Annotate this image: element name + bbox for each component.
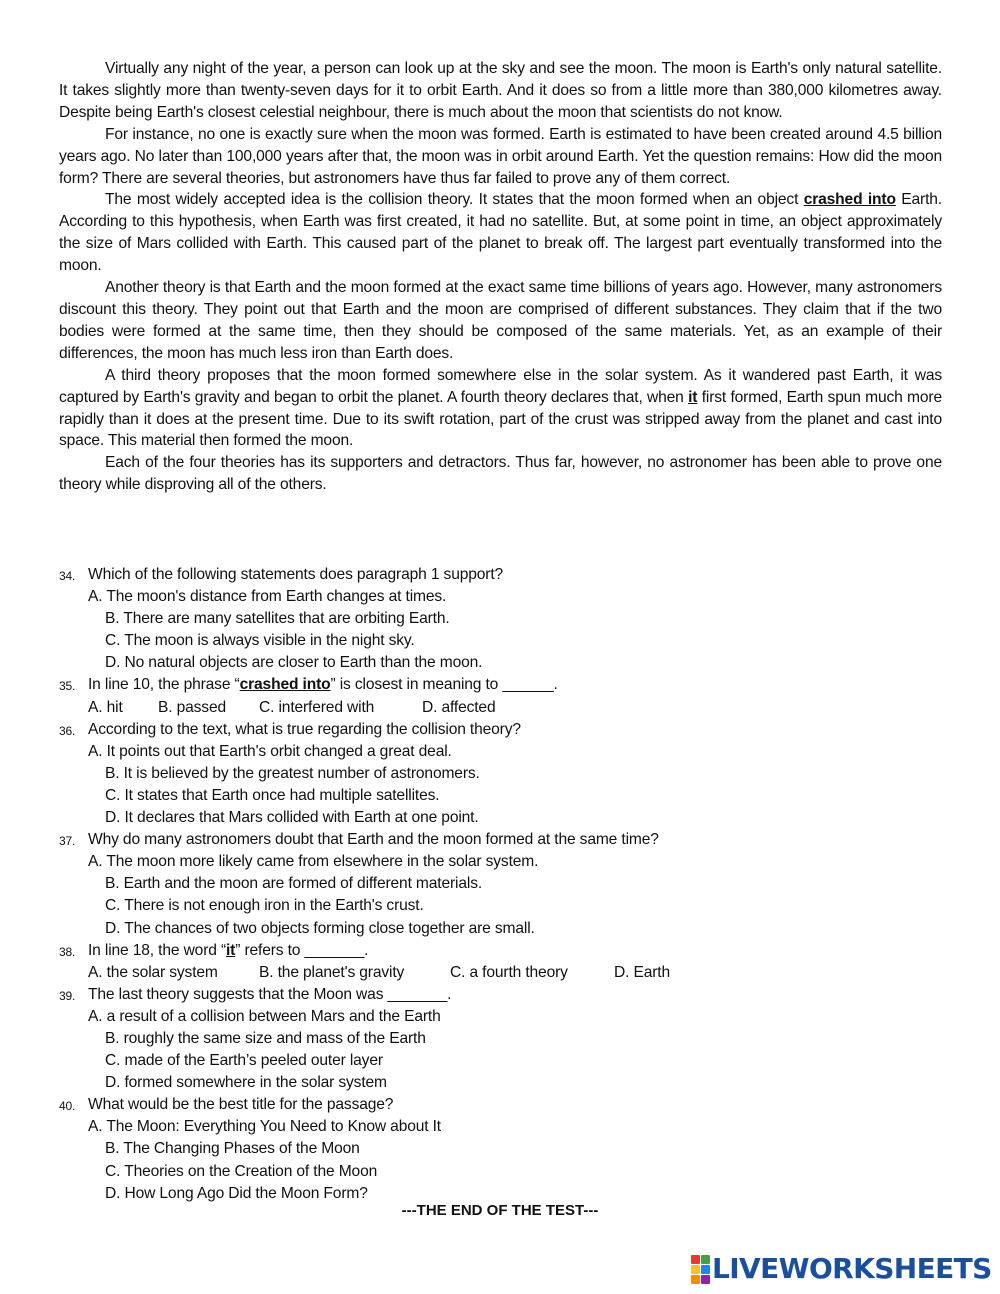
paragraph-text: A third theory proposes that the moon formed somewhere else in the solar system. As it wandered past Earth, it was captured by Earth's gravity and began to orbit the planet. A fourth theory declares that, when <box>59 366 942 406</box>
question-text: What would be the best title for the passage? <box>88 1096 394 1114</box>
question-number: 37. <box>59 834 76 849</box>
question-text: ” refers to _______. <box>235 941 369 959</box>
highlighted-phrase: crashed into <box>803 191 896 209</box>
option-a[interactable]: A. a result of a collision between Mars and the Earth <box>88 1007 441 1025</box>
liveworksheets-logo <box>691 1254 992 1284</box>
option-c[interactable]: C. It states that Earth once had multiple satellites. <box>105 786 440 804</box>
option-b[interactable]: B. roughly the same size and mass of the Earth <box>105 1029 426 1047</box>
passage-paragraph-3 <box>59 189 942 277</box>
logo-text: LIVEWORKSHEETS <box>712 1252 992 1285</box>
option-a[interactable]: A. It points out that Earth's orbit changed a great deal. <box>88 742 452 760</box>
question-35 <box>59 674 949 696</box>
option-b[interactable]: B. It is believed by the greatest number of astronomers. <box>105 764 480 782</box>
logo-tile <box>701 1265 710 1274</box>
paragraph-text: first formed, Earth spun much more rapidly than it does at the present time. Due to its swift rotation, part of the crust was stripped away from the planet and cast into space. This material then formed the moon. <box>59 388 942 450</box>
passage-paragraph-4: Another theory is that Earth and the moon formed at the exact same time billions of years ago. However, many astronomers discount this theory. They point out that Earth and the moon are comprised of different substances. They claim that if the two bodies were formed at the same time, then they should be composed of the same materials. Yet, as an example of their differences, the moon has much less iron than Earth does. <box>59 279 942 362</box>
options-row <box>59 962 949 984</box>
option-b[interactable]: B. The Changing Phases of the Moon <box>105 1140 360 1158</box>
passage-paragraph-6: Each of the four theories has its supporters and detractors. Thus far, however, no astronomer has been able to prove one theory while disproving all of the others. <box>59 454 942 494</box>
option-b[interactable]: B. There are many satellites that are orbiting Earth. <box>105 610 450 628</box>
option-a[interactable]: A. the solar system <box>88 963 218 981</box>
logo-tile <box>701 1275 710 1284</box>
question-number: 34. <box>59 569 76 583</box>
question-text: Which of the following statements does paragraph 1 support? <box>88 566 504 583</box>
option-c[interactable]: C. interfered with <box>259 698 375 716</box>
logo-tile <box>701 1255 710 1264</box>
question-text: According to the text, what is true regarding the collision theory? <box>88 720 521 738</box>
highlighted-word: it <box>688 388 698 406</box>
option-a[interactable]: A. hit <box>88 698 123 716</box>
logo-tile <box>691 1255 700 1264</box>
option-c[interactable]: C. Theories on the Creation of the Moon <box>105 1162 378 1180</box>
paragraph-text: The most widely accepted idea is the collision theory. It states that the moon formed when an object <box>105 191 804 209</box>
question-number: 38. <box>59 944 76 959</box>
option-d[interactable]: D. It declares that Mars collided with Earth at one point. <box>105 809 479 827</box>
question-text: The last theory suggests that the Moon was _______. <box>88 985 452 1003</box>
logo-grid-icon <box>691 1255 710 1284</box>
option-a[interactable]: A. The moon's distance from Earth changes at times. <box>88 588 447 606</box>
option-b[interactable]: B. passed <box>158 698 226 716</box>
question-37 <box>59 829 949 851</box>
highlighted-word: it <box>226 941 236 959</box>
highlighted-phrase: crashed into <box>239 676 331 694</box>
option-d[interactable]: D. No natural objects are closer to Earth than the moon. <box>105 654 483 672</box>
question-number: 40. <box>59 1099 76 1114</box>
option-d[interactable]: D. Earth <box>614 963 670 981</box>
question-list <box>59 564 949 1205</box>
option-c[interactable]: C. The moon is always visible in the night sky. <box>105 632 415 650</box>
option-a[interactable]: A. The Moon: Everything You Need to Know about It <box>88 1118 441 1136</box>
option-d[interactable]: D. affected <box>422 698 496 716</box>
question-text: ” is closest in meaning to ______. <box>330 676 558 694</box>
question-text: In line 18, the word “ <box>88 941 226 959</box>
question-number: 35. <box>59 679 76 694</box>
option-a[interactable]: A. The moon more likely came from elsewhere in the solar system. <box>88 853 539 871</box>
option-c[interactable]: C. There is not enough iron in the Earth's crust. <box>105 897 424 915</box>
logo-tile <box>691 1265 700 1274</box>
question-text: Why do many astronomers doubt that Earth and the moon formed at the same time? <box>88 831 659 849</box>
passage-paragraph-2: For instance, no one is exactly sure when the moon was formed. Earth is estimated to have been created around 4.5 billion years ago. No later than 100,000 years after that, the moon was in orbit around Earth. Yet the question remains: How did the moon form? There are several theories, but astronomers have thus far failed to prove any of them correct. <box>59 125 942 187</box>
question-text: In line 10, the phrase “ <box>88 676 240 694</box>
passage-paragraph-5 <box>59 365 942 453</box>
end-of-test-label: ---THE END OF THE TEST--- <box>401 1202 599 1219</box>
paragraph-text: Earth. According to this hypothesis, when Earth was first created, it had no satellite. But, at some point in time, an object approximately the size of Mars collided with Earth. This caused part of the planet to break off. The largest part eventually transformed into the moon. <box>59 191 942 275</box>
option-d[interactable]: D. The chances of two objects forming close together are small. <box>105 919 535 937</box>
passage-paragraph-1: Virtually any night of the year, a person can look up at the sky and see the moon. The moon is Earth's only natural satellite. It takes slightly more than twenty-seven days for it to orbit Earth. And it does so from a little more than 380,000 kilometres away. Despite being Earth's closest celestial neighbour, there is much about the moon that scientists do not know. <box>59 60 942 121</box>
question-36 <box>59 719 949 741</box>
option-d[interactable]: D. formed somewhere in the solar system <box>105 1074 387 1092</box>
question-39 <box>59 984 949 1006</box>
logo-tile <box>691 1275 700 1284</box>
question-40 <box>59 1094 949 1116</box>
option-b[interactable]: B. the planet's gravity <box>259 963 405 981</box>
option-d[interactable]: D. How Long Ago Did the Moon Form? <box>105 1184 368 1202</box>
option-b[interactable]: B. Earth and the moon are formed of different materials. <box>105 875 483 893</box>
option-c[interactable]: C. a fourth theory <box>450 963 568 981</box>
question-38 <box>59 940 949 962</box>
options-row <box>59 697 949 719</box>
option-c[interactable]: C. made of the Earth’s peeled outer layer <box>105 1052 383 1070</box>
question-number: 39. <box>59 988 76 1003</box>
reading-passage <box>59 58 942 496</box>
question-34 <box>59 564 949 586</box>
question-number: 36. <box>59 723 76 738</box>
